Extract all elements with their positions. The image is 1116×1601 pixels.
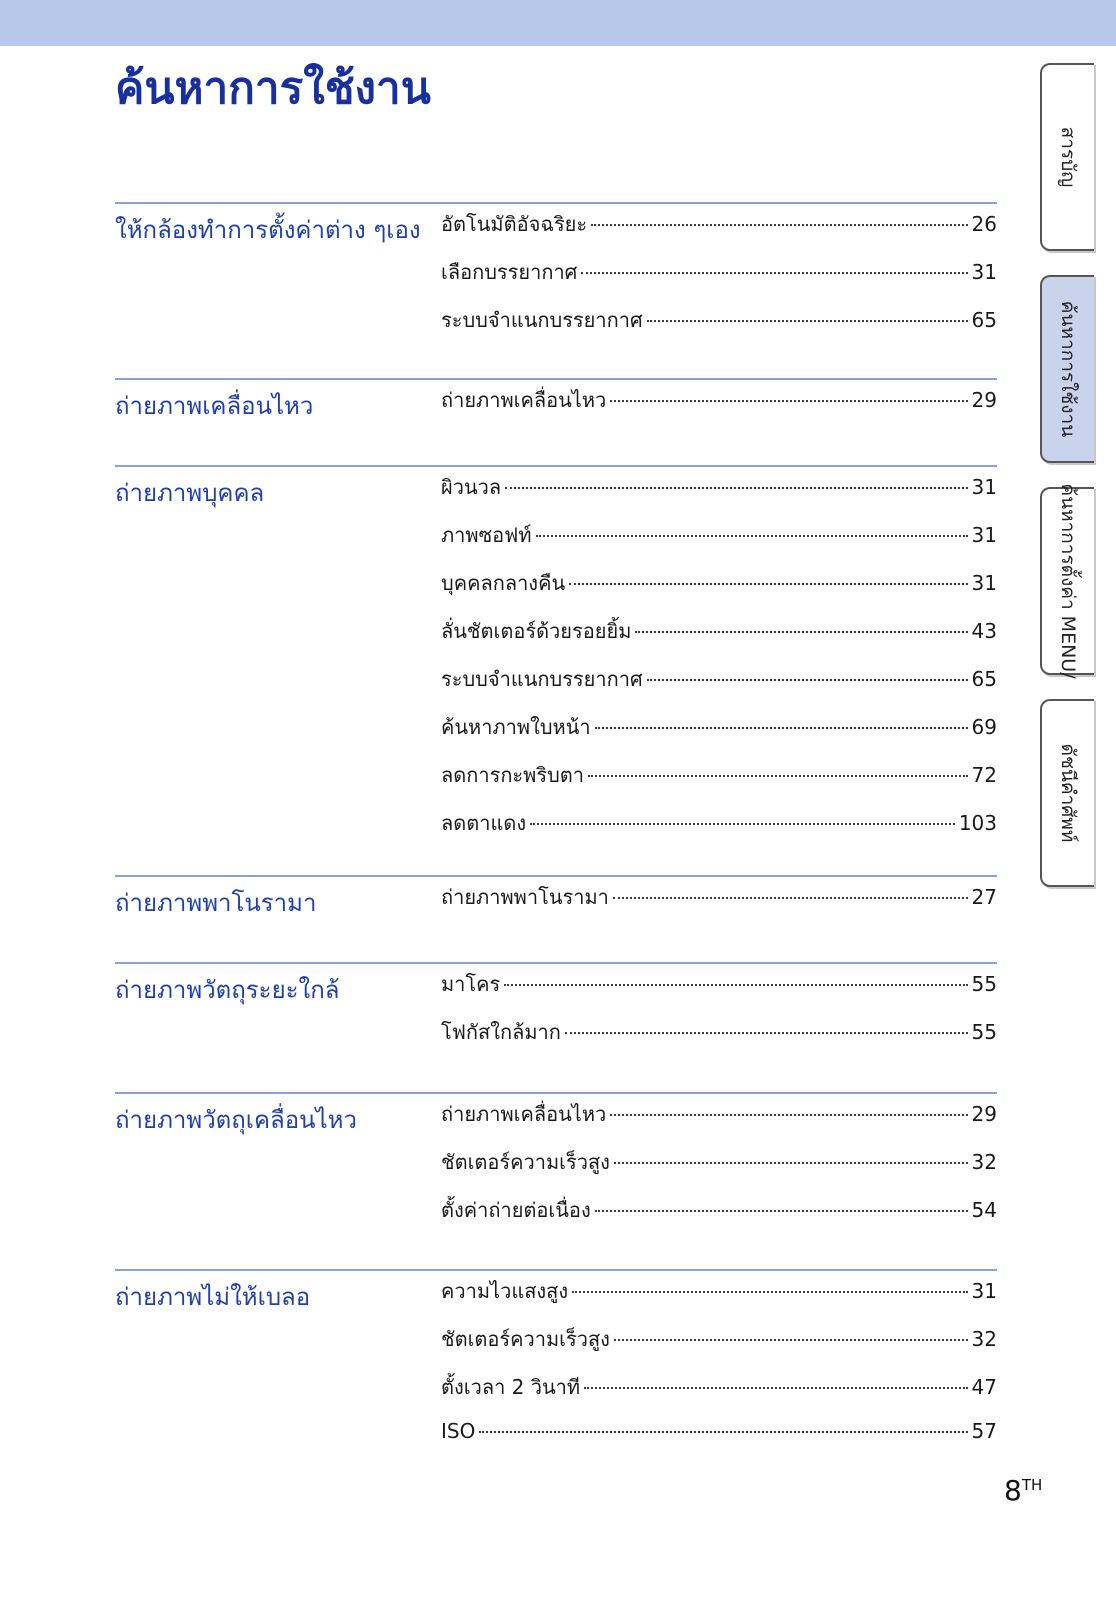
index-entry[interactable]: ISO 57 bbox=[441, 1419, 997, 1443]
index-entry[interactable]: ผิวนวล 31 bbox=[441, 475, 997, 499]
dot-leader bbox=[504, 984, 967, 986]
tab-contents[interactable] bbox=[1040, 63, 1094, 251]
usage-index bbox=[115, 202, 997, 1471]
section-title: ถ่ายภาพพาโนรามา bbox=[115, 889, 317, 917]
index-entry[interactable]: ภาพซอฟท์ 31 bbox=[441, 523, 997, 547]
index-entry[interactable]: ตั้งเวลา 2 วินาที 47 bbox=[441, 1375, 997, 1399]
dot-leader bbox=[647, 679, 968, 681]
section-title: ให้กล้องทำการตั้งค่าต่าง ๆเอง bbox=[115, 216, 421, 244]
index-entry[interactable]: เลือกบรรยากาศ 31 bbox=[441, 260, 997, 284]
section-moving-subject bbox=[115, 1092, 997, 1269]
dot-leader bbox=[614, 1162, 968, 1164]
section-title: ถ่ายภาพเคลื่อนไหว bbox=[115, 392, 314, 420]
dot-leader bbox=[635, 631, 967, 633]
section-panorama bbox=[115, 875, 997, 962]
dot-leader bbox=[569, 583, 967, 585]
page-title: ค้นหาการใช้งาน bbox=[115, 63, 431, 114]
dot-leader bbox=[479, 1431, 967, 1433]
section-title: ถ่ายภาพบุคคล bbox=[115, 479, 265, 507]
index-entry[interactable]: ระบบจำแนกบรรยากาศ 65 bbox=[441, 667, 997, 691]
index-entry[interactable]: มาโคร 55 bbox=[441, 972, 997, 996]
index-entry[interactable]: ลดการกะพริบตา 72 bbox=[441, 763, 997, 787]
dot-leader bbox=[591, 224, 967, 226]
index-entry[interactable]: ถ่ายภาพเคลื่อนไหว 29 bbox=[441, 1102, 997, 1126]
dot-leader bbox=[584, 1387, 967, 1389]
section-title: ถ่ายภาพวัตถุเคลื่อนไหว bbox=[115, 1106, 357, 1134]
index-entry[interactable]: อัตโนมัติอัจฉริยะ 26 bbox=[441, 212, 997, 236]
tab-menu-settings-search[interactable] bbox=[1040, 483, 1094, 679]
dot-leader bbox=[610, 400, 967, 402]
dot-leader bbox=[595, 1210, 968, 1212]
tab-usage-search[interactable] bbox=[1040, 275, 1094, 463]
section-movie bbox=[115, 378, 997, 465]
tab-index[interactable] bbox=[1040, 699, 1094, 887]
section-portrait bbox=[115, 465, 997, 875]
index-entry[interactable]: โฟกัสใกล้มาก 55 bbox=[441, 1020, 997, 1044]
dot-leader bbox=[614, 1339, 968, 1341]
dot-leader bbox=[613, 897, 968, 899]
dot-leader bbox=[505, 487, 967, 489]
section-title: ถ่ายภาพไม่ให้เบลอ bbox=[115, 1283, 311, 1311]
dot-leader bbox=[610, 1114, 967, 1116]
section-title: ถ่ายภาพวัตถุระยะใกล้ bbox=[115, 976, 340, 1004]
dot-leader bbox=[647, 320, 968, 322]
index-entry[interactable]: บุคคลกลางคืน 31 bbox=[441, 571, 997, 595]
dot-leader bbox=[581, 272, 967, 274]
dot-leader bbox=[588, 775, 968, 777]
index-entry[interactable]: ตั้งค่าถ่ายต่อเนื่อง 54 bbox=[441, 1198, 997, 1222]
section-auto-settings bbox=[115, 202, 997, 378]
index-entry[interactable]: ความไวแสงสูง 31 bbox=[441, 1279, 997, 1303]
top-header-band bbox=[0, 0, 1116, 46]
tab-label: ค้นหาการตั้งค่า MENU/ bbox=[1057, 483, 1079, 679]
tab-label: สารบัญ bbox=[1057, 126, 1079, 188]
dot-leader bbox=[536, 535, 968, 537]
index-entry[interactable]: ถ่ายภาพพาโนรามา 27 bbox=[441, 885, 997, 909]
index-entry[interactable]: ชัตเตอร์ความเร็วสูง 32 bbox=[441, 1327, 997, 1351]
section-closeup bbox=[115, 962, 997, 1092]
index-entry[interactable]: ถ่ายภาพเคลื่อนไหว 29 bbox=[441, 388, 997, 412]
dot-leader bbox=[572, 1291, 967, 1293]
tab-label: ดัชนีคำศัพท์ bbox=[1057, 743, 1079, 843]
index-entry[interactable]: ลั่นชัตเตอร์ด้วยรอยยิ้ม 43 bbox=[441, 619, 997, 643]
index-entry[interactable]: ค้นหาภาพใบหน้า 69 bbox=[441, 715, 997, 739]
dot-leader bbox=[530, 823, 955, 825]
tab-label: ค้นหาการใช้งาน bbox=[1057, 300, 1079, 438]
index-entry[interactable]: ระบบจำแนกบรรยากาศ 65 bbox=[441, 308, 997, 332]
index-entry[interactable]: ลดตาแดง 103 bbox=[441, 811, 997, 835]
dot-leader bbox=[565, 1032, 968, 1034]
section-anti-blur bbox=[115, 1269, 997, 1471]
dot-leader bbox=[595, 727, 968, 729]
page-number: 8TH bbox=[1004, 1474, 1043, 1507]
index-entry[interactable]: ชัตเตอร์ความเร็วสูง 32 bbox=[441, 1150, 997, 1174]
